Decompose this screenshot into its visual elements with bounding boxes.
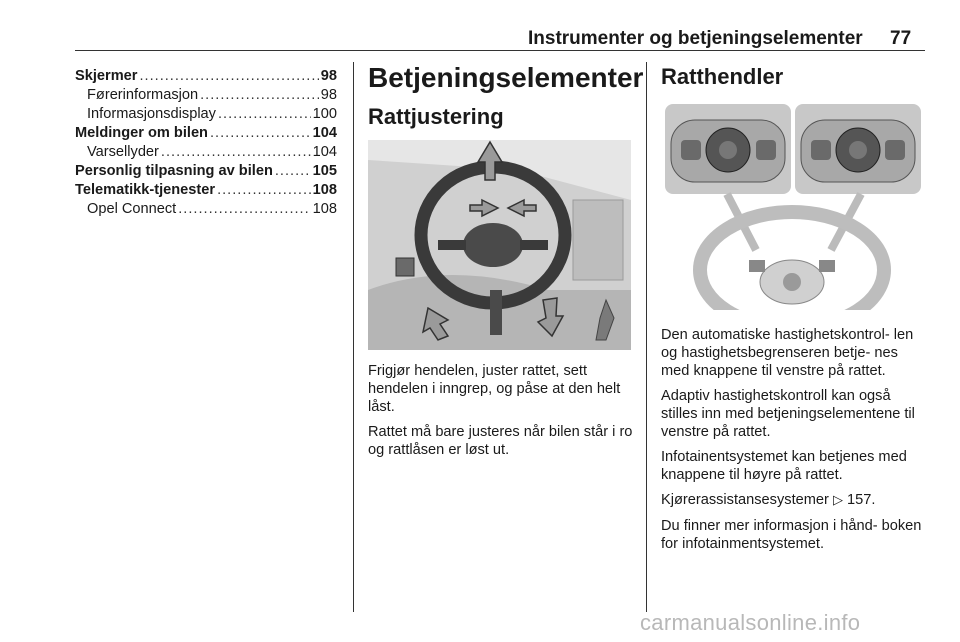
watermark: carmanualsonline.info	[640, 610, 861, 635]
toc-leader	[161, 143, 311, 162]
paragraph: Rattet må bare justeres når bilen står i ro og rattlåsen er løst ut.	[368, 424, 633, 458]
toc-item[interactable]	[75, 67, 337, 86]
toc-leader	[217, 181, 311, 200]
toc-label: Førerinformasjon	[87, 87, 199, 103]
toc-page: 104	[312, 144, 337, 160]
toc-leader	[178, 200, 310, 219]
toc-page: 98	[320, 68, 337, 84]
page-number: 77	[890, 28, 912, 49]
ratthendler-body	[661, 326, 927, 560]
toc-page: 108	[312, 182, 337, 198]
toc-item[interactable]	[75, 181, 337, 200]
steering-controls-icon	[661, 100, 924, 310]
header-rule	[75, 50, 925, 51]
toc-label: Varsellyder	[87, 144, 159, 160]
page-ref-arrow-icon: ▷	[832, 493, 843, 508]
toc-page: 105	[312, 163, 337, 179]
toc-label: Informasjonsdisplay	[87, 106, 216, 122]
toc-label: Telematikk-tjenester	[75, 182, 216, 198]
column-divider-left	[353, 62, 354, 612]
toc-page: 100	[312, 106, 337, 122]
toc-label: Personlig tilpasning av bilen	[75, 163, 273, 179]
ref-text: Kjørerassistansesystemer	[661, 492, 829, 508]
ref-page[interactable]: 157.	[847, 492, 876, 508]
toc-leader	[275, 162, 311, 181]
toc-leader	[200, 86, 319, 105]
toc-item[interactable]	[75, 124, 337, 143]
paragraph: Du finner mer informasjon i hånd- boken for infotainmentsystemet.	[661, 518, 922, 552]
toc-label: Skjermer	[75, 68, 138, 84]
ratthendler-title: Ratthendler	[661, 64, 784, 89]
steering-adjustment-figure	[368, 140, 631, 350]
section-title: Betjeningselementer	[368, 62, 644, 93]
toc-label: Meldinger om bilen	[75, 125, 208, 141]
paragraph: Adaptiv hastighetskontroll kan også stilles inn med betjeningselementene til venstre på rattet.	[661, 388, 915, 440]
toc-leader	[218, 105, 311, 124]
paragraph: Frigjør hendelen, juster rattet, sett hendelen i inngrep, og påse at den helt låst.	[368, 363, 621, 415]
toc-page: 98	[320, 87, 337, 103]
steering-wheel-adjust-icon	[368, 140, 631, 350]
toc-item[interactable]	[75, 86, 337, 105]
section-body	[368, 362, 638, 466]
toc-leader	[210, 124, 311, 143]
toc-leader	[139, 67, 318, 86]
toc-item[interactable]	[75, 143, 337, 162]
steering-controls-figure	[661, 100, 924, 310]
column-divider-right	[646, 62, 647, 612]
cross-reference	[661, 491, 927, 510]
paragraph: Infotainentsystemet kan betjenes med knappene til høyre på rattet.	[661, 449, 907, 483]
toc-page: 104	[312, 125, 337, 141]
toc-label: Opel Connect	[87, 201, 177, 217]
toc-item[interactable]	[75, 105, 337, 124]
table-of-contents	[75, 67, 337, 219]
toc-item[interactable]	[75, 200, 337, 219]
toc-item[interactable]	[75, 162, 337, 181]
section-subtitle: Rattjustering	[368, 104, 504, 129]
toc-page: 108	[312, 201, 337, 217]
paragraph: Den automatiske hastighetskontrol- len og hastighetsbegrenseren betje- nes med knappene til venstre på rattet.	[661, 327, 914, 379]
header-title: Instrumenter og betjeningselementer	[528, 28, 863, 49]
